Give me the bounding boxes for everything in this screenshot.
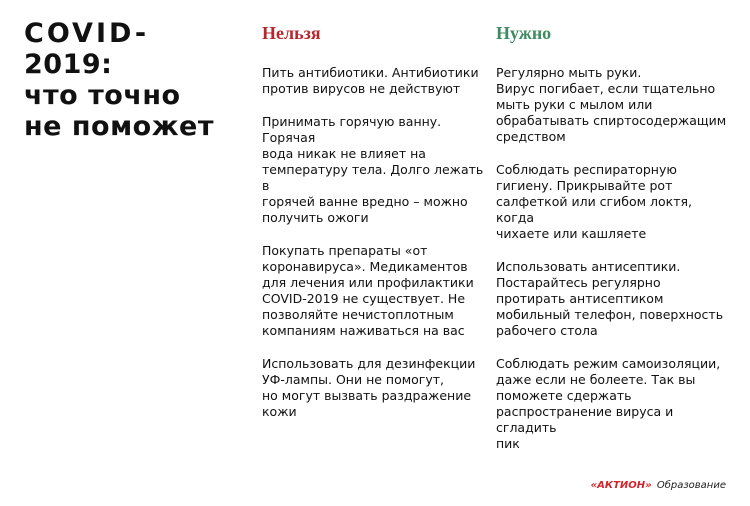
dont-item: Покупать препараты «от коронавируса». Медикаментов для лечения или профилактики COVID-2019 не существует. Не позволяйте нечистоплотным компаниям наживаться на вас xyxy=(262,243,474,338)
title-line: не поможет xyxy=(24,111,215,142)
dont-column xyxy=(262,22,484,437)
title-line: что точно xyxy=(24,80,181,111)
footer-logo xyxy=(591,480,726,492)
dont-item: Пить антибиотики. Антибиотики против вирусов не действуют xyxy=(262,65,479,96)
dont-item: Принимать горячую ванну. Горячая вода никак не влияет на температуру тела. Долго лежать в горячей ванне вредно – можно получить ожоги xyxy=(262,114,484,225)
brand-name: «АКТИОН» xyxy=(590,480,652,491)
do-item: Регулярно мыть руки. Вирус погибает, если тщательно мыть руки с мылом или обрабатывать спиртосодержащим средством xyxy=(496,65,727,144)
do-item: Использовать антисептики. Постарайтесь регулярно протирать антисептиком мобильный телефон, поверхность рабочего стола xyxy=(496,259,724,338)
slide-title xyxy=(24,18,234,142)
dont-item: Использовать для дезинфекции УФ-лампы. Они не помогут, но могут вызвать раздражение кожи xyxy=(262,356,476,419)
title-line: 2019: xyxy=(24,49,113,80)
title-line: COVID- xyxy=(24,18,150,49)
do-heading: Нужно xyxy=(496,23,552,43)
dont-heading: Нельзя xyxy=(262,23,321,43)
do-item: Соблюдать респираторную гигиену. Прикрывайте рот салфеткой или сгибом локтя, когда чихаете или кашляете xyxy=(496,162,692,241)
do-item: Соблюдать режим самоизоляции, даже если не болеете. Так вы поможете сдержать распространение вируса и сгладить пик xyxy=(496,356,721,451)
brand-subtitle: Образование xyxy=(656,480,726,491)
do-column xyxy=(496,22,728,469)
